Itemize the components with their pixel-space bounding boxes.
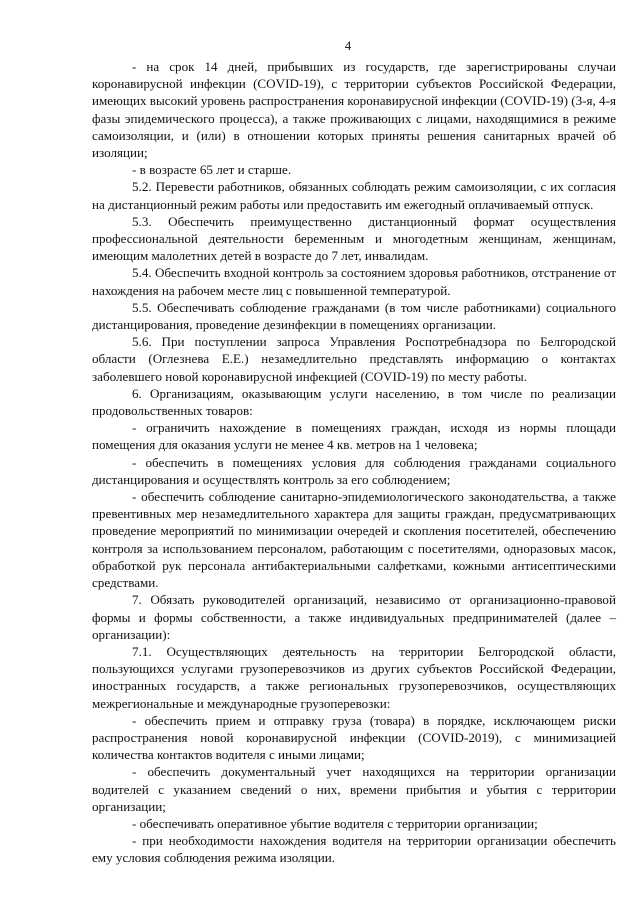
paragraph: 5.4. Обеспечить входной контроль за состоянием здоровья работников, отстранение от нахождения на рабочем месте лиц с повышенной температурой. [92, 265, 616, 298]
paragraph: 5.5. Обеспечивать соблюдение гражданами (в том числе работниками) социального дистанцирования, проведение дезинфекции в помещениях организации. [92, 299, 616, 333]
paragraph: 5.3. Обеспечить преимущественно дистанционный формат осуществления профессиональной деятельности беременным и многодетным женщинам, женщинам, имеющим малолетних детей в возрасте до 7 лет, инвалидам. [92, 213, 616, 264]
paragraph: - обеспечить в помещениях условия для соблюдения гражданами социального дистанцирования и осуществлять контроль за его соблюдением; [92, 454, 616, 487]
paragraph: 5.2. Перевести работников, обязанных соблюдать режим самоизоляции, с их согласия на дистанционный режим работы или предоставить им ежегодный оплачиваемый отпуск. [92, 179, 616, 212]
paragraph: 7.1. Осуществляющих деятельность на территории Белгородской области, пользующихся услугами грузоперевозчиков из других субъектов Российской Федерации, иностранных государств, а также региональных грузоперевозчиков, осуществляющих межрегиональные и международные грузоперевозки: [92, 643, 616, 711]
paragraph: - на срок 14 дней, прибывших из государств, где зарегистрированы случаи коронавирусной инфекции (COVID-19), с территории субъектов Российской Федерации, имеющих высокий уровень распространения коронавирусной инфекции (COVID-19) (3-я, 4-я фазы эпидемического процесса), а также проживающих с лицами, находящимися в режиме самоизоляции, и (или) в отношении которых приняты решения санитарных врачей об изоляции; [92, 59, 616, 161]
paragraph: 7. Обязать руководителей организаций, независимо от организационно-правовой формы и формы собственности, а также индивидуальных предпринимателей (далее – организации): [92, 592, 616, 642]
paragraph: - обеспечивать оперативное убытие водителя с территории организации; [132, 815, 538, 831]
paragraph: - обеспечить соблюдение санитарно-эпидемиологического законодательства, а также превентивных мер незамедлительного характера для защиты граждан, предусматривающих проведение мероприятий по минимизации очередей и скопления посетителей, обеспечению контроля за использованием персоналом, работающим с посетителями, одноразовых масок, обработкой рук персонала антибактериальными салфетками, кожными антисептическими средствами. [92, 489, 616, 591]
document-body [92, 58, 616, 867]
paragraph: - ограничить нахождение в помещениях граждан, исходя из нормы площади помещения для оказания услуги не менее 4 кв. метров на 1 человека; [92, 420, 616, 453]
page-number: 4 [344, 38, 352, 53]
paragraph: 5.6. При поступлении запроса Управления Роспотребнадзора по Белгородской области (Оглезнева Е.Е.) незамедлительно представлять информацию о контактах заболевшего новой коронавирусной инфекцией (COVID-19) по месту работы. [92, 334, 616, 384]
paragraph: - обеспечить документальный учет находящихся на территории организации водителей с указанием сведений о них, времени прибытия и убытия с территории организации; [92, 764, 616, 814]
paragraph: - в возрасте 65 лет и старше. [132, 162, 292, 178]
paragraph: - при необходимости нахождения водителя на территории организации обеспечить ему условия соблюдения режима изоляции. [92, 833, 616, 866]
paragraph: - обеспечить прием и отправку груза (товара) в порядке, исключающем риски распространения новой коронавирусной инфекции (COVID-2019), с минимизацией количества контактов водителя с иными лицами; [92, 712, 616, 763]
paragraph: 6. Организациям, оказывающим услуги населению, в том числе по реализации продовольственных товаров: [92, 385, 616, 419]
